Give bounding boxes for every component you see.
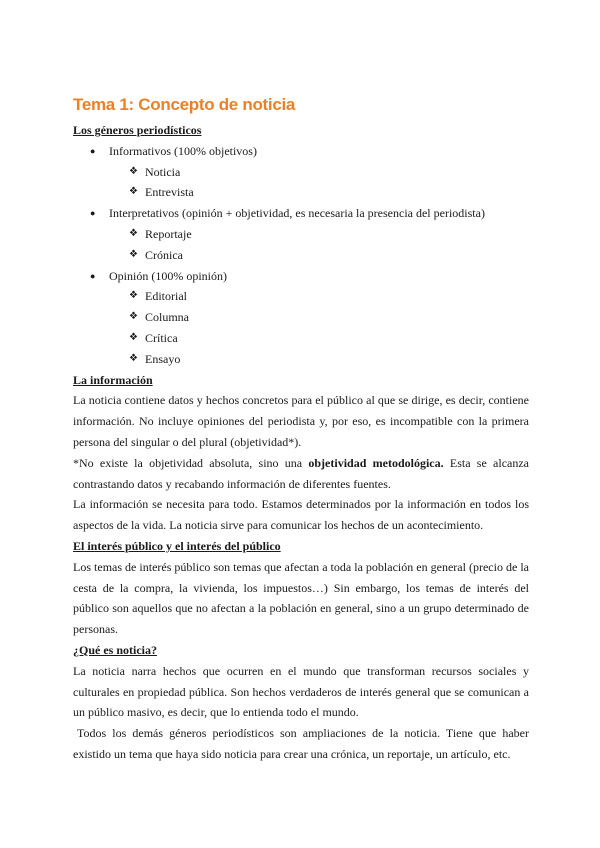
sublist-opinion [73,286,529,369]
diamond-bullet-icon: ❖ [129,290,138,302]
text-run: Esta se alcanza contrastando datos y recabando información de diferentes fuentes. [73,455,529,491]
paragraph-informacion-1: La noticia contiene datos y hechos concretos para el público al que se dirige, es decir, contiene información. No incluye opiniones del periodista y, por eso, es incompatible con la primera persona del singular o del plural (objetividad*). [73,393,529,449]
list-item [73,182,529,203]
sublist-interpretativos [73,224,529,266]
diamond-bullet-icon: ❖ [129,352,138,364]
list-item [73,224,529,245]
list-item-interpretativos [73,203,529,265]
list-item-label: Noticia [145,164,181,179]
list-item-label: Opinión (100% opinión) [109,268,227,283]
list-item-informativos [73,141,529,203]
bold-term: objetividad metodológica. [308,455,444,470]
list-item-label: Interpretativos (opinión + objetividad, es necesaria la presencia del periodista) [109,206,485,221]
list-item [73,307,529,328]
sublist-informativos [73,162,529,204]
diamond-bullet-icon: ❖ [129,311,138,323]
list-item [73,245,529,266]
list-item-label: Informativos (100% objetivos) [109,143,257,158]
paragraph-interes-1: Los temas de interés público son temas que afectan a toda la población en general (precio de la cesta de la compra, la vivienda, los impuestos…) Sin embargo, los temas de interés del público son aquellos que no afectan a la población en general, sino a un grupo determinado de personas. [73,559,529,637]
list-item [73,162,529,183]
section-heading-interes: El interés público y el interés del público [73,538,281,553]
list-item-label: Crítica [145,330,178,345]
document-page [73,93,529,765]
diamond-bullet-icon: ❖ [129,227,138,239]
diamond-bullet-icon: ❖ [129,186,138,198]
list-item [73,328,529,349]
paragraph-que-es-1: La noticia narra hechos que ocurren en el mundo que transforman recursos sociales y culturales en propiedad pública. Son hechos verdaderos de interés general que se comunican a un público masivo, es decir, que lo entienda todo el mundo. [73,663,529,720]
paragraph-que-es-2: Todos los demás géneros periodísticos son ampliaciones de la noticia. Tiene que haber existido un tema que haya sido noticia para crear una crónica, un reportaje, un artículo, etc. [73,726,529,761]
list-item-label: Ensayo [145,351,181,366]
diamond-bullet-icon: ❖ [129,248,138,260]
diamond-bullet-icon: ❖ [129,331,138,343]
generos-list [73,141,529,370]
page-title: Tema 1: Concepto de noticia [73,95,296,114]
bullet-dot-icon: ● [90,270,96,281]
section-heading-informacion: La información [73,372,153,387]
list-item [73,349,529,370]
list-item-label: Reportaje [145,226,192,241]
section-heading-generos: Los géneros periodísticos [73,123,202,137]
paragraph-informacion-2 [73,453,529,495]
list-item [73,286,529,307]
text-run: *No existe la objetividad absoluta, sino una [73,455,309,470]
section-heading-que-es: ¿Qué es noticia? [73,642,157,657]
list-item-opinion [73,266,529,370]
list-item-label: Columna [145,310,189,325]
list-item-label: Editorial [145,289,187,304]
bullet-dot-icon: ● [90,208,96,219]
paragraph-informacion-3: La información se necesita para todo. Estamos determinados por la información en todos los aspectos de la vida. La noticia sirve para comunicar los hechos de un acontecimiento. [73,497,529,533]
list-item-label: Entrevista [145,185,194,200]
list-item-label: Crónica [145,247,183,262]
diamond-bullet-icon: ❖ [129,165,138,177]
bullet-dot-icon: ● [90,145,96,156]
